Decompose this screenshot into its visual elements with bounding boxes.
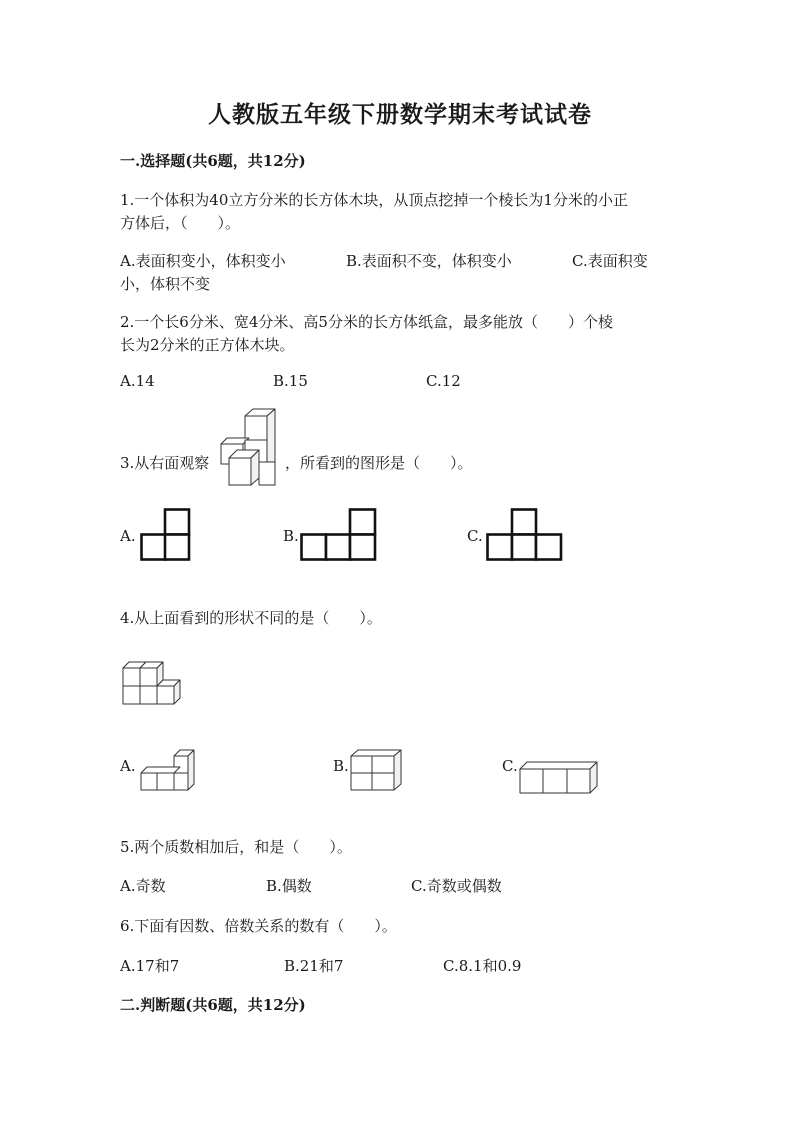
question-1-option-b[interactable]: B.表面积不变，体积变小	[346, 252, 512, 270]
question-2-stem-cont: 长为2分米的正方体木块。	[120, 336, 295, 354]
question-1-option-c[interactable]: C.表面积变	[572, 252, 648, 270]
question-2-stem: 2.一个长6分米、宽4分米、高5分米的长方体纸盒，最多能放（ ）个棱	[120, 313, 613, 331]
question-1-option-a[interactable]: A.表面积变小，体积变小	[120, 252, 286, 270]
question-3-option-c[interactable]: C.	[467, 527, 483, 545]
question-3-stem: 3.从右面观察	[120, 454, 210, 472]
question-3-option-a[interactable]: A.	[120, 527, 136, 545]
question-5-option-a[interactable]: A.奇数	[120, 877, 166, 895]
question-4-option-a[interactable]: A.	[120, 757, 136, 775]
question-6-option-a[interactable]: A.17和7	[120, 957, 180, 975]
question-2-option-c[interactable]: C.12	[426, 372, 461, 390]
question-1-stem: 1.一个体积为40立方分米的长方体木块，从顶点挖掉一个棱长为1分米的小正	[120, 191, 628, 209]
question-6-option-b[interactable]: B.21和7	[284, 957, 344, 975]
question-3-option-a-figure	[140, 508, 192, 562]
section-heading-choice: 一.选择题(共6题，共12分)	[120, 152, 306, 170]
question-5-option-c[interactable]: C.奇数或偶数	[411, 877, 502, 895]
question-4-option-c-figure	[518, 760, 602, 796]
question-6-stem: 6.下面有因数、倍数关系的数有（ ）。	[120, 917, 397, 935]
question-4-option-a-figure	[138, 748, 198, 792]
question-3-option-c-figure	[486, 508, 564, 562]
question-5-option-b[interactable]: B.偶数	[266, 877, 312, 895]
question-2-option-a[interactable]: A.14	[120, 372, 155, 390]
question-3-option-b[interactable]: B.	[283, 527, 299, 545]
question-1-option-c-cont: 小，体积不变	[120, 275, 211, 293]
question-4-option-b[interactable]: B.	[333, 757, 349, 775]
question-2-option-b[interactable]: B.15	[273, 372, 308, 390]
question-3-stem-cont: ，所看到的图形是（ ）。	[285, 454, 473, 472]
question-3-option-b-figure	[300, 508, 378, 562]
page-title: 人教版五年级下册数学期末考试试卷	[208, 101, 592, 128]
question-5-stem: 5.两个质数相加后，和是（ ）。	[120, 838, 352, 856]
question-3-cube-figure	[217, 408, 281, 488]
question-1-stem-cont: 方体后，（ ）。	[120, 214, 241, 232]
question-4-stem: 4.从上面看到的形状不同的是（ ）。	[120, 609, 382, 627]
question-6-option-c[interactable]: C.8.1和0.9	[443, 957, 522, 975]
question-4-option-c[interactable]: C.	[502, 757, 518, 775]
question-4-cube-figure	[122, 660, 186, 706]
question-4-option-b-figure	[348, 748, 406, 792]
section-heading-judgement: 二.判断题(共6题，共12分)	[120, 996, 306, 1014]
